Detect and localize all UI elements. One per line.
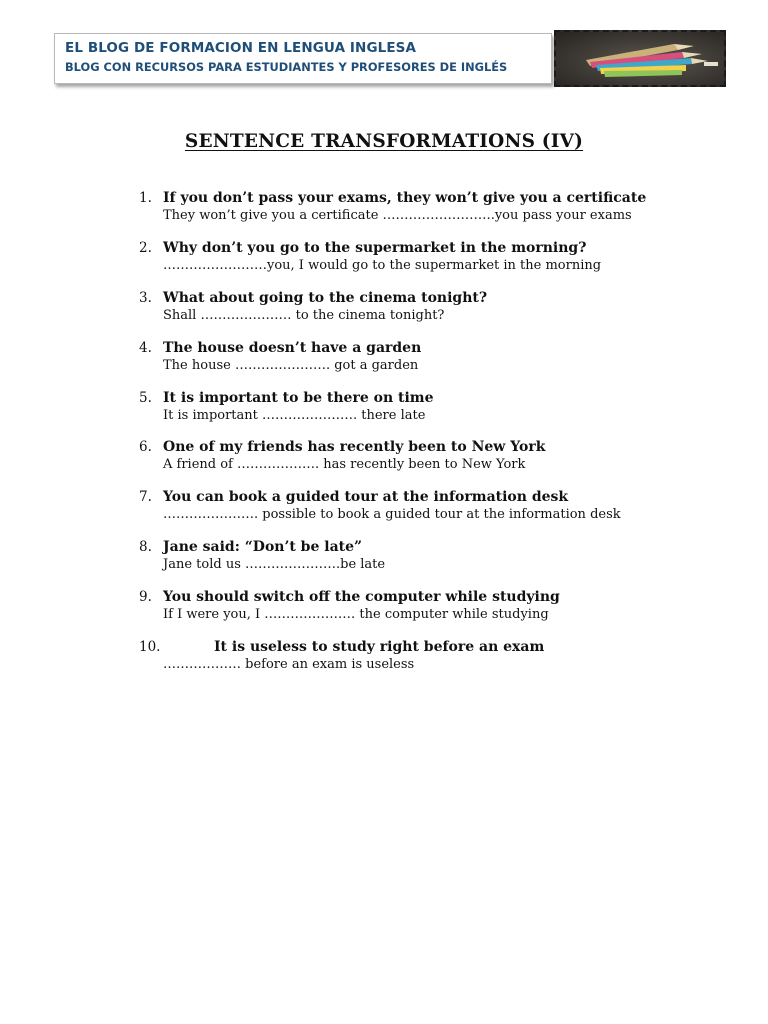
blog-header-banner xyxy=(54,33,552,84)
item-number: 5. xyxy=(139,390,152,406)
item-number: 7. xyxy=(139,489,152,505)
item-answer-line: If I were you, I ………………… the computer while studying xyxy=(163,607,549,622)
exercise-item xyxy=(0,290,768,336)
item-number: 8. xyxy=(139,539,152,555)
item-answer-line: Jane told us ………………….be late xyxy=(163,557,386,572)
item-number: 2. xyxy=(139,240,152,256)
item-prompt: It is useless to study right before an exam xyxy=(214,639,545,655)
item-number: 3. xyxy=(139,290,152,306)
item-prompt: One of my friends has recently been to New York xyxy=(163,439,546,455)
item-answer-line: The house …………………. got a garden xyxy=(163,358,419,373)
item-prompt: It is important to be there on time xyxy=(163,390,434,406)
worksheet-title: SENTENCE TRANSFORMATIONS (IV) xyxy=(184,131,584,152)
item-prompt: If you don’t pass your exams, they won’t give you a certificate xyxy=(163,190,647,206)
item-number: 9. xyxy=(139,589,152,605)
item-number: 10. xyxy=(139,639,161,655)
exercise-item xyxy=(0,190,768,236)
exercise-item xyxy=(0,539,768,585)
item-answer-line: A friend of ………………. has recently been to New York xyxy=(163,457,526,472)
item-answer-line: They won’t give you a certificate ……………………..you pass your exams xyxy=(163,208,632,223)
item-prompt: Why don’t you go to the supermarket in the morning? xyxy=(163,240,587,256)
item-prompt: Jane said: “Don’t be late” xyxy=(163,539,363,555)
pencils-illustration xyxy=(556,32,724,85)
pencils-photo xyxy=(554,30,726,87)
exercise-item xyxy=(0,240,768,286)
exercise-item xyxy=(0,390,768,436)
exercise-item xyxy=(0,340,768,386)
item-prompt: You should switch off the computer while studying xyxy=(163,589,560,605)
blog-title: EL BLOG DE FORMACION EN LENGUA INGLESA xyxy=(65,40,417,56)
item-answer-line: …………………. possible to book a guided tour at the information desk xyxy=(163,507,621,522)
exercise-item xyxy=(0,489,768,535)
item-number: 1. xyxy=(139,190,152,206)
item-answer-line: ……………… before an exam is useless xyxy=(163,657,415,672)
blog-subtitle: BLOG CON RECURSOS PARA ESTUDIANTES Y PROFESORES DE INGLÉS xyxy=(65,60,508,74)
item-prompt: You can book a guided tour at the information desk xyxy=(163,489,569,505)
item-prompt: The house doesn’t have a garden xyxy=(163,340,422,356)
item-prompt: What about going to the cinema tonight? xyxy=(163,290,488,306)
exercise-item xyxy=(0,589,768,635)
item-answer-line: Shall ………………… to the cinema tonight? xyxy=(163,308,445,323)
item-answer-line: It is important …………………. there late xyxy=(163,408,426,423)
item-number: 6. xyxy=(139,439,152,455)
item-answer-line: ……………………you, I would go to the supermarket in the morning xyxy=(163,258,602,273)
item-number: 4. xyxy=(139,340,152,356)
exercise-item xyxy=(0,639,768,685)
exercise-item xyxy=(0,439,768,485)
